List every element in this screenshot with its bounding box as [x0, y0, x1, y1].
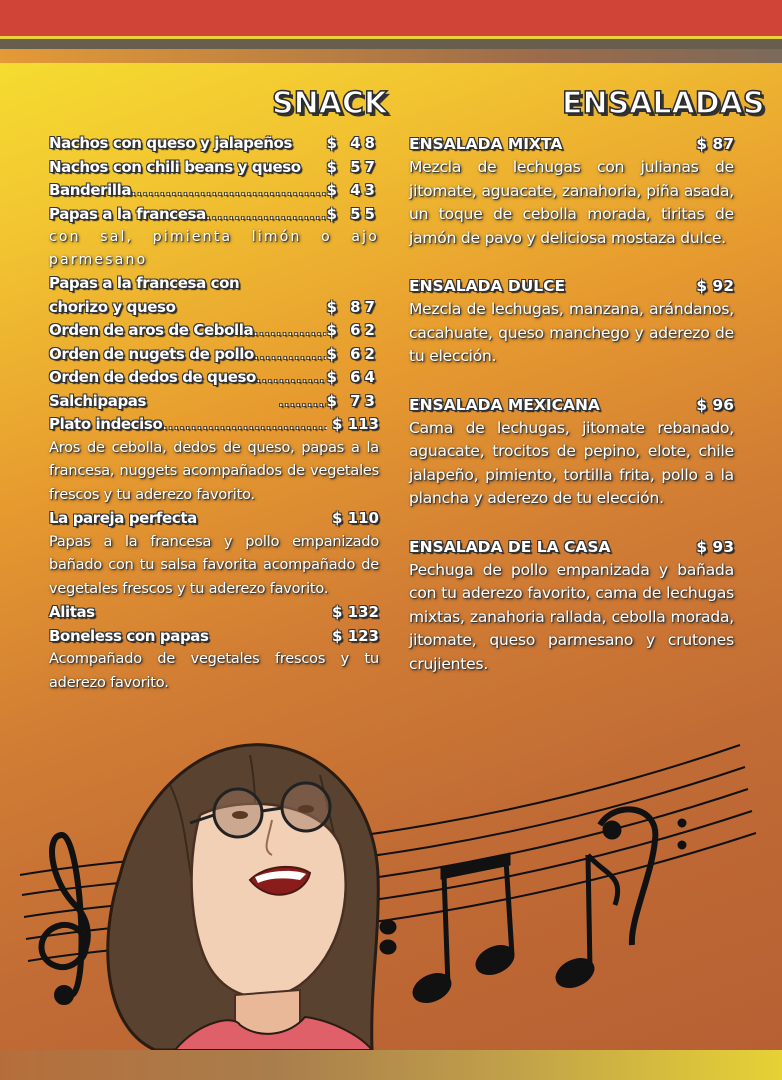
item-name: Orden de dedos de queso [49, 368, 256, 386]
salad-description: Cama de lechugas, jitomate rebanado, aguacate, trocitos de pepino, elote, chile jalapeño, pimiento, tortilla frita, pollo a la plancha y aderezo de tu elección. [409, 418, 734, 507]
salad-price: $ 87 [696, 135, 734, 153]
item-description: Papas a la francesa y pollo empanizado bañado con tu salsa favorita acompañado de vegetales frescos y tu aderezo favorito. [49, 533, 379, 597]
salad-item [409, 535, 734, 677]
item-price: $ 64 [326, 368, 379, 386]
dot-leader [256, 366, 327, 390]
item-name: Boneless con papas [49, 626, 209, 645]
menu-item [49, 132, 379, 156]
item-name: Orden de aros de Cebolla [49, 321, 254, 339]
item-price: $ 62 [326, 344, 379, 363]
salad-price: $ 93 [696, 537, 734, 556]
salad-description: Mezcla de lechugas con julianas de jitomate, aguacate, zanahoria, piña asada, un toque de cebolla morada, tiritas de jamón de pavo y deliciosa mostaza dulce. [409, 158, 734, 247]
bottom-color-stripe [0, 1050, 782, 1080]
item-name: Papas a la francesa [49, 204, 206, 223]
salad-name: ENSALADA MEXICANA [409, 395, 600, 414]
menu-item [49, 203, 379, 227]
menu-item [49, 413, 379, 437]
item-price: $ 73 [326, 391, 379, 410]
menu-item-name-line [49, 272, 379, 296]
item-name: chorizo y queso [49, 297, 176, 316]
item-price: $ 123 [332, 626, 379, 645]
snack-section-title: SNACK [272, 86, 388, 121]
salad-name: ENSALADA DE LA CASA [409, 537, 611, 556]
top-dark-stripe [0, 39, 782, 49]
dot-leader [162, 413, 327, 437]
item-price: $ 57 [326, 157, 379, 176]
item-price: $ 113 [332, 415, 379, 433]
item-description: Acompañado de vegetales frescos y tu aderezo favorito. [49, 651, 379, 691]
top-gradient-stripe [0, 49, 782, 63]
dot-leader [254, 343, 327, 367]
top-color-bar [0, 0, 782, 36]
salad-price: $ 92 [696, 277, 734, 295]
singer-caricature-illustration [0, 705, 782, 1050]
menu-item [49, 625, 379, 649]
salad-name: ENSALADA MIXTA [409, 135, 563, 153]
item-name: Plato indeciso [49, 415, 163, 433]
snack-menu-list [49, 132, 379, 695]
menu-item [49, 343, 379, 367]
item-price: $ 110 [332, 509, 379, 527]
dot-leader [278, 390, 326, 414]
dot-leader [131, 179, 326, 203]
item-name: Banderilla [49, 181, 132, 199]
menu-item [49, 390, 379, 414]
menu-item [49, 601, 379, 625]
item-price: $ 48 [326, 134, 379, 152]
item-price: $ 43 [326, 181, 379, 199]
item-price: $ 132 [332, 603, 379, 621]
salad-description: Mezcla de lechugas, manzana, arándanos, cacahuate, queso manchego y aderezo de tu elección. [409, 300, 734, 365]
menu-item [49, 296, 379, 320]
salad-item [409, 274, 734, 369]
treble-clef-icon [41, 835, 87, 1002]
salad-price: $ 96 [696, 395, 734, 414]
menu-item [49, 156, 379, 180]
item-description: con sal, pimienta limón o ajo parmesano [49, 229, 379, 268]
salad-item [409, 393, 734, 511]
item-price: $ 87 [326, 297, 379, 316]
ensaladas-menu-list [409, 132, 734, 700]
salad-description: Pechuga de pollo empanizada y bañada con tu aderezo favorito, cama de lechugas mixtas, zanahoria rallada, cebolla morada, jitomate, queso parmesano y crutones crujientes. [409, 560, 734, 673]
item-name: Nachos con chili beans y queso [49, 157, 301, 176]
eighth-notes-icon [380, 853, 618, 1008]
menu-item [49, 366, 379, 390]
menu-item [49, 179, 379, 203]
item-name: Nachos con queso y jalapeños [49, 134, 292, 152]
menu-item [49, 319, 379, 343]
item-price: $ 62 [326, 321, 379, 339]
dot-leader [253, 319, 326, 343]
ensaladas-section-title: ENSALADAS [562, 86, 765, 121]
dot-leader [206, 203, 327, 227]
item-price: $ 55 [326, 204, 379, 223]
menu-item [49, 507, 379, 531]
item-name: Papas a la francesa con [49, 274, 240, 292]
item-description: Aros de cebolla, dedos de queso, papas a la francesa, nuggets acompañados de vegetales frescos y tu aderezo favorito. [49, 439, 379, 503]
item-name: Salchipapas [49, 391, 147, 410]
salad-item [409, 132, 734, 250]
item-name: La pareja perfecta [49, 509, 197, 527]
item-name: Alitas [49, 603, 95, 621]
item-name: Orden de nugets de pollo [49, 344, 254, 363]
salad-name: ENSALADA DULCE [409, 277, 566, 295]
